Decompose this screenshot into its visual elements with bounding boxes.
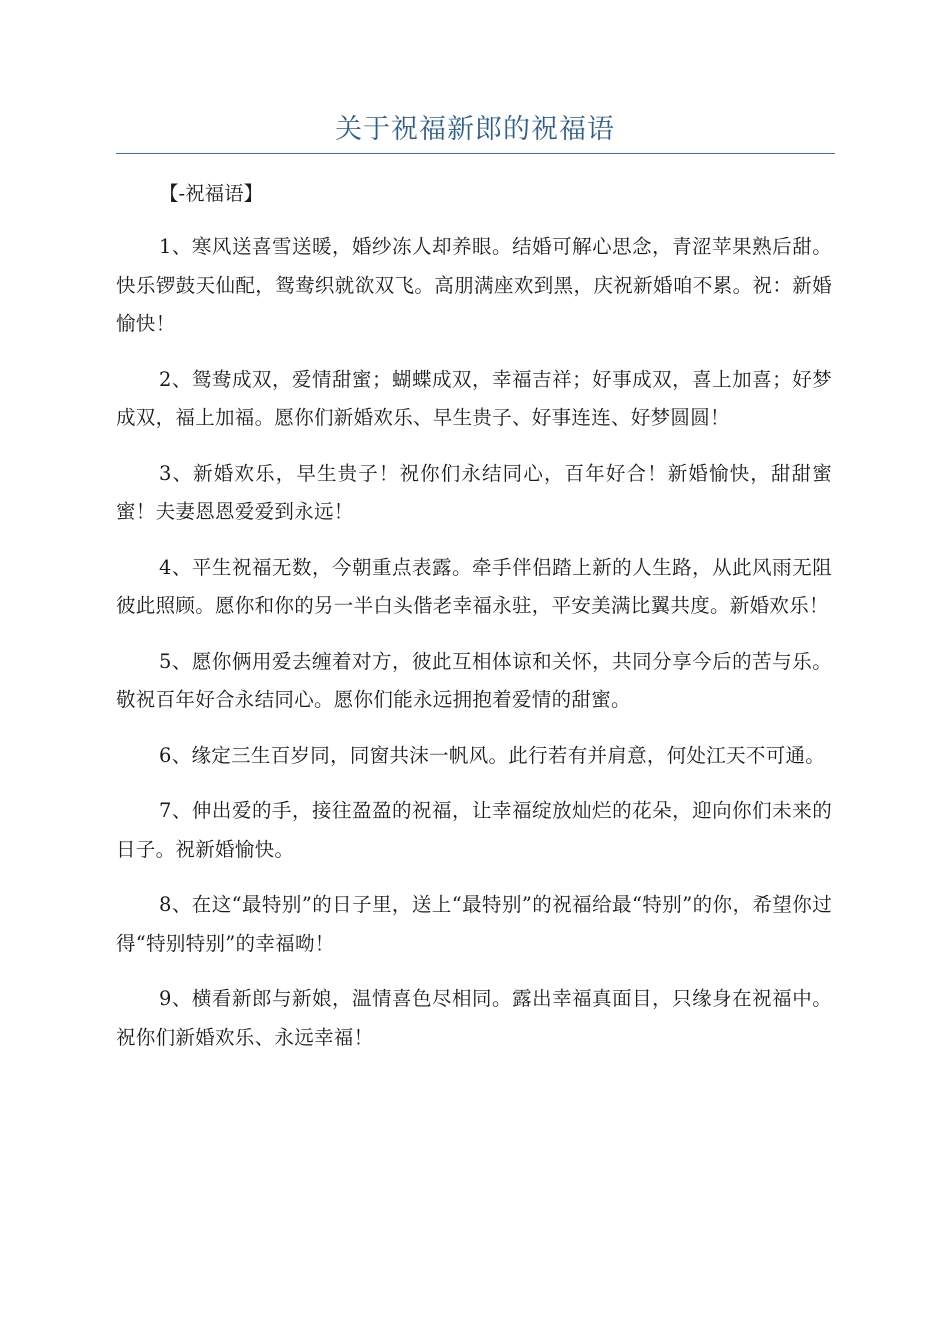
paragraph-4: 4、平生祝福无数，今朝重点表露。牵手伴侣踏上新的人生路，从此风雨无阻彼此照顾。愿你和你的另一半白头偕老幸福永驻，平安美满比翼共度。新婚欢乐！ <box>116 555 832 617</box>
paragraph-6: 6、缘定三生百岁同，同窗共沫一帆风。此行若有并肩意，何处江天不可通。 <box>159 743 826 767</box>
document-title: 关于祝福新郎的祝福语 <box>335 114 615 145</box>
paragraph-9: 9、横看新郎与新娘，温情喜色尽相同。露出幸福真面目，只缘身在祝福中。祝你们新婚欢乐、永远幸福！ <box>116 987 832 1049</box>
paragraph-5: 5、愿你俩用爱去缠着对方，彼此互相体谅和关怀，共同分享今后的苦与乐。敬祝百年好合永结同心。愿你们能永远拥抱着爱情的甜蜜。 <box>116 649 832 711</box>
paragraph-7: 7、伸出爱的手，接往盈盈的祝福，让幸福绽放灿烂的花朵，迎向你们未来的日子。祝新婚愉快。 <box>116 799 832 861</box>
paragraph-8: 8、在这“最特别”的日子里，送上“最特别”的祝福给最“特别”的你，希望你过得“特别特别”的幸福呦！ <box>116 893 832 955</box>
section-heading: 【-祝福语】 <box>159 182 264 205</box>
document-body <box>116 177 832 1074</box>
paragraph-2: 2、鸳鸯成双，爱情甜蜜；蝴蝶成双，幸福吉祥；好事成双，喜上加喜；好梦成双，福上加福。愿你们新婚欢乐、早生贵子、好事连连、好梦圆圆！ <box>116 367 832 429</box>
title-underline <box>116 153 835 154</box>
paragraph-3: 3、新婚欢乐，早生贵子！祝你们永结同心，百年好合！新婚愉快，甜甜蜜蜜！夫妻恩恩爱爱到永远！ <box>116 461 832 523</box>
paragraph-1: 1、寒风送喜雪送暖，婚纱冻人却养眼。结婚可解心思念，青涩苹果熟后甜。快乐锣鼓天仙配，鸳鸯织就欲双飞。高朋满座欢到黑，庆祝新婚咱不累。祝：新婚愉快！ <box>116 235 832 335</box>
